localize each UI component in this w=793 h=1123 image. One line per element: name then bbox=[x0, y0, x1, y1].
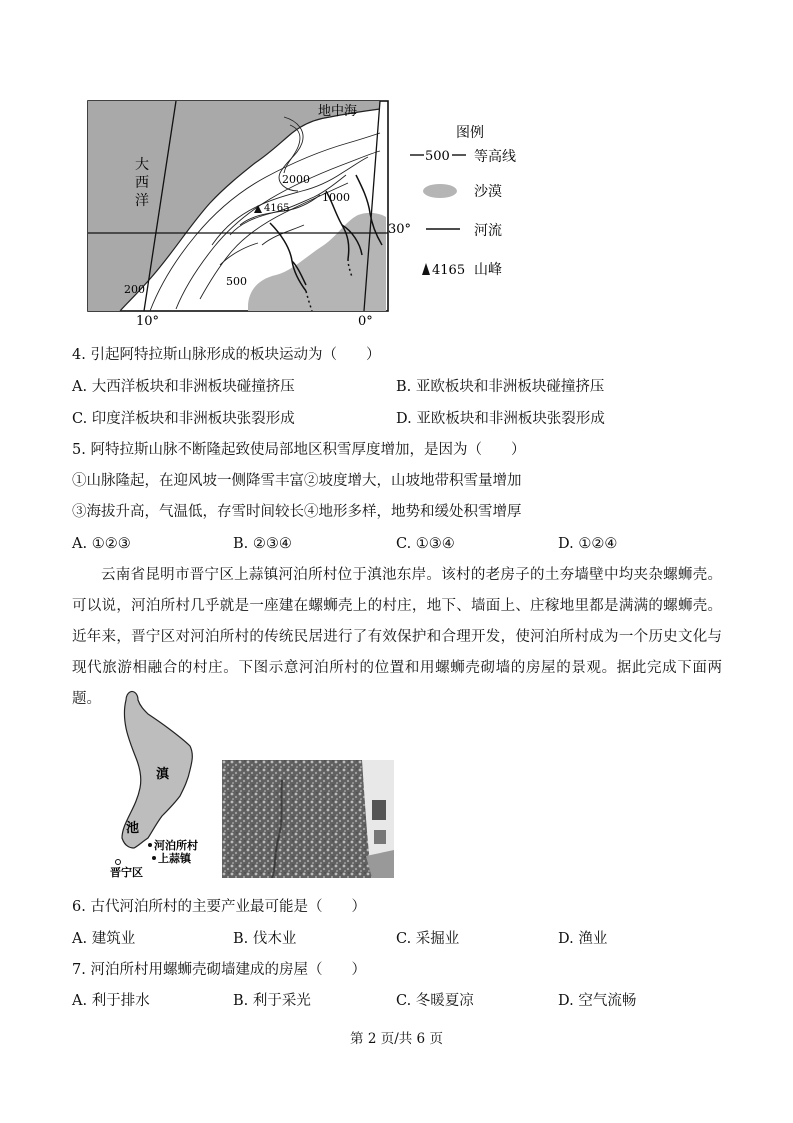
atlantic-label-3: 洋 bbox=[135, 193, 149, 209]
question-4-option-d[interactable]: D. 亚欧板块和非洲板块张裂形成 bbox=[396, 411, 605, 427]
jinning-label: 晋宁区 bbox=[110, 866, 143, 878]
chi-label: 池 bbox=[126, 821, 140, 836]
latitude-30-label: 30° bbox=[388, 222, 412, 237]
shangsuan-dot-icon bbox=[152, 856, 156, 860]
question-5-statements-2: ③海拔升高，气温低，存雪时间较长④地形多样，地势和缓处积雪增厚 bbox=[72, 504, 522, 520]
legend-desert-swatch bbox=[423, 184, 457, 198]
question-7-option-a[interactable]: A. 利于排水 bbox=[72, 993, 150, 1009]
snail-shell-wall-photo bbox=[222, 760, 394, 878]
shangsuan-label: 上蒜镇 bbox=[158, 852, 191, 865]
longitude-0-label: 0° bbox=[358, 314, 373, 329]
jinning-marker-icon bbox=[116, 860, 121, 865]
question-4-option-c[interactable]: C. 印度洋板块和非洲板块张裂形成 bbox=[72, 411, 295, 427]
question-5-statements-1: ①山脉隆起，在迎风坡一侧降雪丰富②坡度增大，山坡地带积雪量增加 bbox=[72, 473, 522, 489]
question-5-option-d[interactable]: D. ①②④ bbox=[558, 536, 618, 552]
question-7-stem: 7. 河泊所村用螺蛳壳砌墙建成的房屋（ ） bbox=[72, 962, 366, 978]
contour-label-2000: 2000 bbox=[282, 173, 310, 186]
atlas-topographic-map bbox=[80, 95, 550, 335]
dianchi-location-map bbox=[110, 688, 215, 878]
legend-peak-label: 山峰 bbox=[474, 262, 502, 278]
legend-peak-value: 4165 bbox=[432, 263, 466, 278]
contour-label-500: 500 bbox=[226, 275, 247, 288]
question-4-stem: 4. 引起阿特拉斯山脉形成的板块运动为（ ） bbox=[72, 347, 381, 363]
question-6-option-d[interactable]: D. 渔业 bbox=[558, 931, 608, 947]
contour-label-200: 200 bbox=[124, 283, 145, 296]
hebosuo-dot-icon bbox=[148, 843, 152, 847]
legend-contour-sample: 500 bbox=[425, 149, 450, 164]
dian-label: 滇 bbox=[156, 767, 170, 782]
question-6-option-c[interactable]: C. 采掘业 bbox=[396, 931, 460, 947]
peak-elevation-label: 4165 bbox=[264, 203, 290, 214]
question-5-option-a[interactable]: A. ①②③ bbox=[72, 536, 131, 552]
question-4-option-b[interactable]: B. 亚欧板块和非洲板块碰撞挤压 bbox=[396, 379, 605, 395]
legend-title: 图例 bbox=[456, 125, 484, 141]
question-5-option-b[interactable]: B. ②③④ bbox=[233, 536, 292, 552]
question-5-stem: 5. 阿特拉斯山脉不断隆起致使局部地区积雪厚度增加，是因为（ ） bbox=[72, 442, 526, 458]
longitude-10-label: 10° bbox=[136, 314, 160, 329]
question-6-option-a[interactable]: A. 建筑业 bbox=[72, 931, 136, 947]
contour-label-1000: 1000 bbox=[322, 191, 350, 204]
atlantic-label-2: 西 bbox=[135, 175, 149, 191]
legend-peak-icon bbox=[422, 263, 430, 275]
reading-passage: 云南省昆明市晋宁区上蒜镇河泊所村位于滇池东岸。该村的老房子的土夯墙壁中均夹杂螺蛳壳。可以说，河泊所村几乎就是一座建在螺蛳壳上的村庄，地下、墙面上、庄稼地里都是满满的螺蛳壳。近年来，晋宁区对河泊所村的传统民居进行了有效保护和合理开发，使河泊所村成为一个历史文化与现代旅游相融合的村庄。下图示意河泊所村的位置和用螺蛳壳砌墙的房屋的景观。据此完成下面两题。 bbox=[72, 567, 722, 707]
question-6-option-b[interactable]: B. 伐木业 bbox=[233, 931, 297, 947]
page-number-footer: 第 2 页/共 6 页 bbox=[350, 1031, 443, 1047]
question-7-option-d[interactable]: D. 空气流畅 bbox=[558, 993, 637, 1009]
atlantic-label-1: 大 bbox=[135, 157, 149, 173]
question-7-option-b[interactable]: B. 利于采光 bbox=[233, 993, 311, 1009]
question-6-stem: 6. 古代河泊所村的主要产业最可能是（ ） bbox=[72, 899, 366, 915]
question-7-option-c[interactable]: C. 冬暖夏凉 bbox=[396, 993, 474, 1009]
map-legend bbox=[410, 125, 516, 278]
legend-river-label: 河流 bbox=[474, 223, 502, 239]
question-5-option-c[interactable]: C. ①③④ bbox=[396, 536, 455, 552]
mediterranean-label: 地中海 bbox=[318, 104, 358, 119]
hebosuo-label: 河泊所村 bbox=[154, 839, 198, 852]
question-4-option-a[interactable]: A. 大西洋板块和非洲板块碰撞挤压 bbox=[72, 379, 295, 395]
legend-contour-label: 等高线 bbox=[474, 149, 516, 165]
legend-desert-label: 沙漠 bbox=[474, 184, 502, 200]
